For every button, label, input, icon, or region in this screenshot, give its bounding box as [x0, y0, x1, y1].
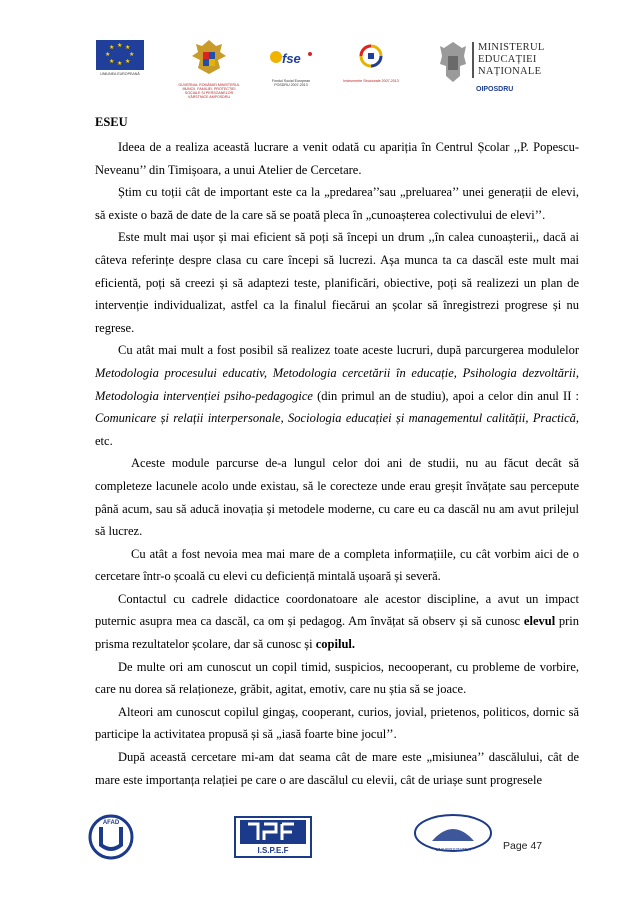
ministry-line-3: NAȚIONALE [478, 66, 542, 77]
document-title: ESEU [95, 115, 128, 129]
fse-icon [264, 44, 318, 74]
paragraph-9: Alteori am cunoscut copilul gingaș, cooperant, curios, jovial, prietenos, politicos, dornic să participe la activitatea propusă și să „iasă foarte bine jocul’’. [95, 704, 579, 742]
ministry-line-2: EDUCAȚIEI [478, 54, 537, 65]
university-seal-icon [410, 811, 496, 855]
afad-logo-text: AFAD [102, 820, 120, 826]
paragraph-7: Contactul cu cadrele didactice coordonatoare ale acestor discipline, a avut un impact puternic asupra mea ca dascăl, ca om și pedagog. Am învățat să observ și să cunosc elevul prin prisma rezultatelor școlare, dar să cunosc și copilul. [95, 591, 579, 652]
page-footer [88, 813, 558, 863]
ministry-logo [438, 34, 554, 98]
eu-flag-icon: ★ ★ ★ ★ ★ ★ ★ ★ [96, 40, 144, 70]
paragraph-5: Aceste module parcurse de-a lungul celor doi ani de studii, nu au făcut decât să completeze lacunele acolo unde existau, să le corecteze unde erau greșit învățate sau percepute până acum, sau să aducă inovația și metodele moderne, cu care eu ca dascăl nu am avut prilejul să lucrez. [95, 456, 579, 539]
romania-crest-icon [176, 38, 242, 78]
paragraph-2: Știm cu toții cât de important este ca la „predarea’’sau „preluarea’’ unei generații de elevi, să existe o bază de date de la care să se poată pleca în „cunoașterea colectivului de elevi’’. [95, 185, 579, 222]
paragraph-1: Ideea de a realiza această lucrare a venit odată cu apariția în Centrul Școlar ,,P. Popescu-Neveanu’’ din Timișoara, a unui Atelier de Cercetare. [95, 140, 579, 177]
header-logos [92, 34, 552, 106]
romania-caption: GUVERNUL ROMÂNIEI MINISTERUL MUNCII, FAMILIEI, PROTECȚIEI SOCIALE ȘI PERSOANELOR VÂRSTNICE AMPOSDRU [178, 83, 240, 99]
ministry-crest-icon [438, 40, 468, 84]
svg-text:fse: fse [282, 51, 301, 66]
ispef-logo-icon [234, 816, 312, 858]
ministry-sub: OIPOSDRU [476, 86, 514, 93]
afad-logo-icon [88, 813, 134, 861]
fse-logo [264, 44, 318, 87]
paragraph-10: După această cercetare mi-am dat seama cât de mare este „misiunea’’ dascălului, cât de mare este importanța relației pe care o are dascălul cu elevii, cât de uriașe sunt progresele [95, 750, 579, 787]
paragraph-6: Cu atât a fost nevoia mea mai mare de a completa informațiile, cu cât vorbim aici de o cercetare într-o școală cu elevi cu deficiență mintală ușoară și severă. [95, 546, 579, 584]
romania-government-logo [176, 38, 242, 99]
paragraph-4: Cu atât mai mult a fost posibil să realizez toate aceste lucruri, după parcurgerea modulelor Metodologia procesului educativ, Metodologia cercetării în educație, Psihologia dezvoltării, Metodologia intervenției psiho-pedagogice (din primul an de studiu), apoi a celor din anul II : Comunicare și relații interpersonale, Sociologia educației și managementul calității, Practică, etc. [95, 343, 579, 448]
fse-caption: Fondul Social European POSDRU 2007-2013 [271, 79, 311, 87]
paragraph-8: De multe ori am cunoscut un copil timid, suspicios, necooperant, cu probleme de vorbire, care nu dorea să relaționeze, grăbit, agitat, emotiv, care nu știa să se joace. [95, 659, 579, 697]
ministry-name [472, 42, 545, 78]
paragraph-3: Este mult mai ușor și mai eficient să poți să începi un drum ,,în calea cunoașterii,, dacă ai câteva referințe despre clasa cu care începi să lucrezi. Așa munca ta ca dascăl este mult mai eficientă, poți să creezi și să adaptezi teste, planificări, obiective, poți să realizezi un plan de intervenție individualizat, astfel ca la finalul fiecărui an școlar să înregistrezi progrese și nu regrese. [95, 230, 579, 335]
ministry-line-1: MINISTERUL [478, 42, 545, 53]
eu-logo [92, 40, 148, 76]
page-number: Page 47 [503, 840, 543, 852]
ispef-logo-text: I.S.P.E.F [257, 846, 289, 855]
document-body [95, 114, 579, 791]
instrumente-icon [342, 42, 400, 74]
eu-caption: UNIUNEA EUROPEANĂ [100, 72, 140, 76]
instrumente-caption: Instrumente Structurale 2007-2013 [343, 79, 399, 83]
university-seal-text: UNIVERSITATEA [435, 847, 471, 852]
instrumente-structurale-logo [342, 42, 400, 83]
